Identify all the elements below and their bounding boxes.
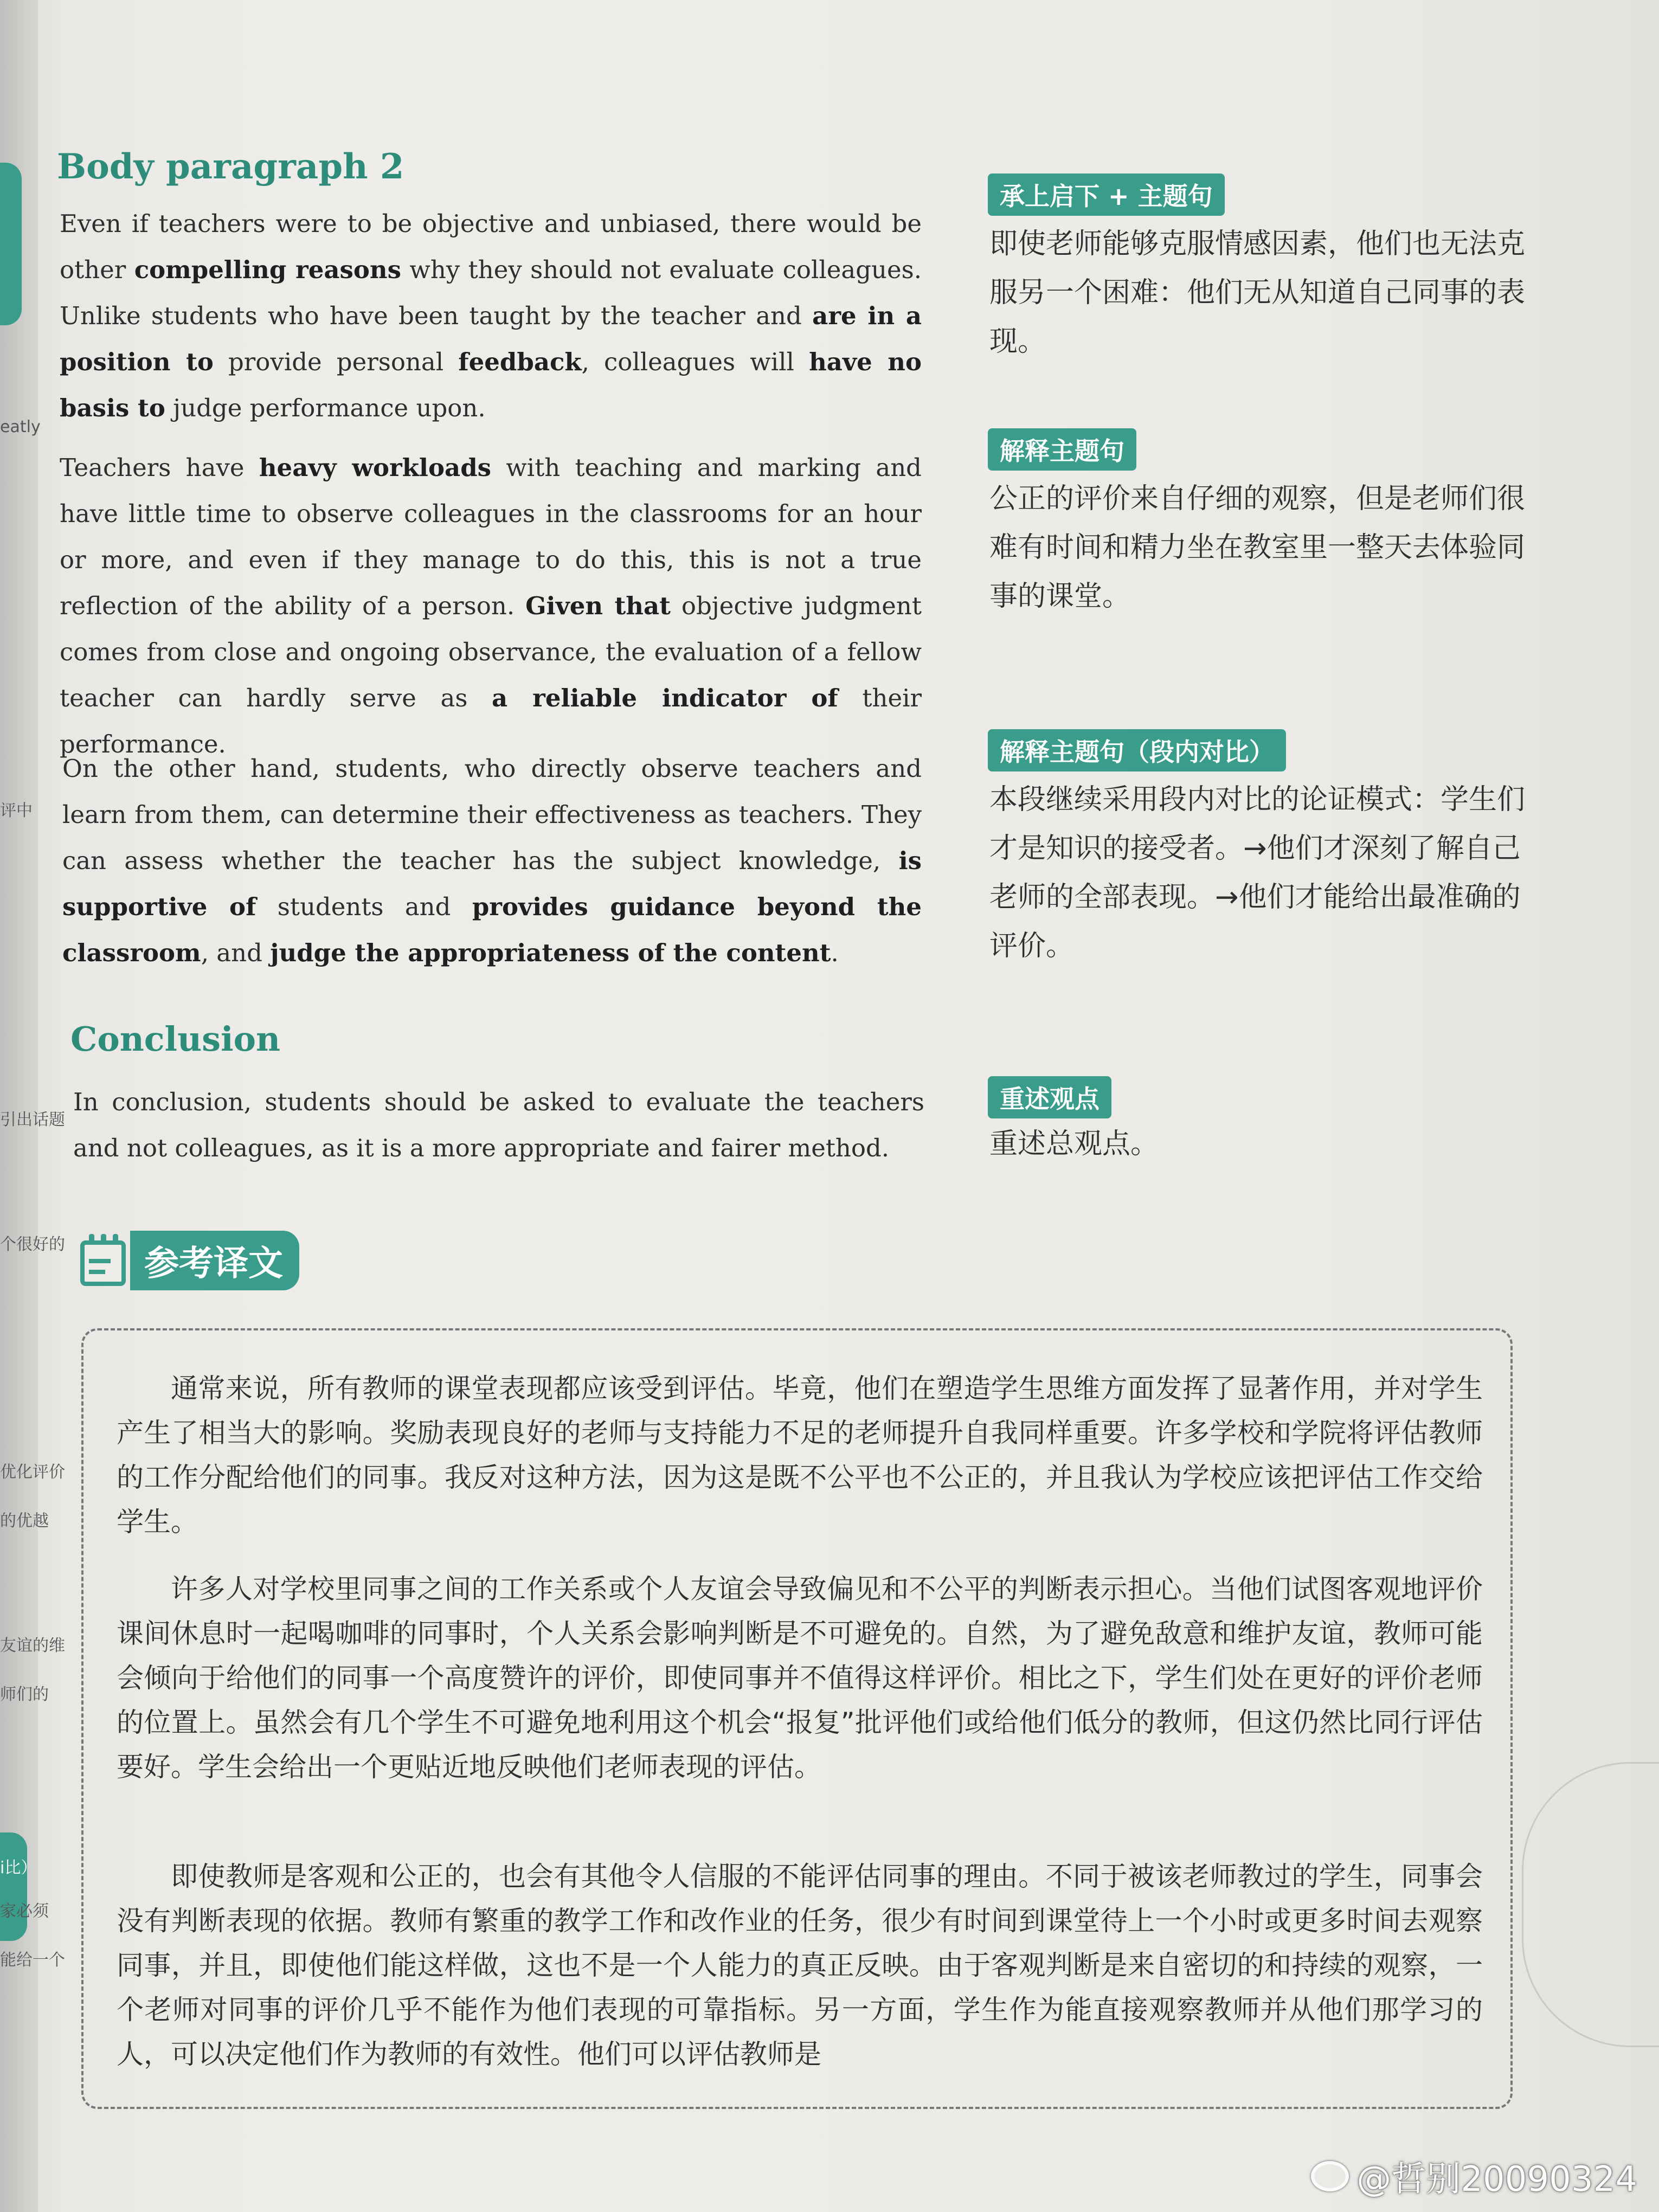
note-tag: 承上启下 + 主题句 xyxy=(988,173,1225,216)
edge-fragment: 能给一个 xyxy=(0,1951,65,1970)
note-text: 本段继续采用段内对比的论证模式：学生们才是知识的接受者。→他们才深刻了解自己老师的全部表现。→他们才能给出最准确的评价。 xyxy=(989,783,1526,962)
reference-translation-title: 参考译文 xyxy=(130,1231,299,1290)
left-page-tab-lower xyxy=(0,1832,27,1941)
note-text: 公正的评价来自仔细的观察，但是老师们很难有时间和精力坐在教室里一整天去体验同事的课堂。 xyxy=(989,483,1526,613)
conclusion-heading: Conclusion xyxy=(70,1019,281,1059)
translation-paragraph: 许多人对学校里同事之间的工作关系或个人友谊会导致偏见和不公平的判断表示担心。当他们试图客观地评价课间休息时一起喝咖啡的同事时，个人关系会影响判断是不可避免的。自然，为了避免敌意和维护友谊，教师可能会倾向于给他们的同事一个高度赞许的评价，即使同事并不值得这样评价。相比之下，学生们处在更好的评价老师的位置上。虽然会有几个学生不可避免地利用这个机会“报复”批评他们或给他们低分的教师，但这仍然比同行评估要好。学生会给出一个更贴近地反映他们老师表现的评估。 xyxy=(117,1573,1483,1783)
text-run: , and xyxy=(201,938,271,967)
text-run: On the other hand, students, who directly observe teachers and learn from them, can determine their effectiveness as teachers. They can assess whether the teacher has the subject knowledge, xyxy=(62,754,922,875)
text-run: provide personal xyxy=(213,348,459,376)
text-run: , colleagues will xyxy=(581,348,809,376)
conclusion-text: In conclusion, students should be asked to evaluate the teachers and not colleagues, as it is a more appropriate and fairer method. xyxy=(73,1088,924,1162)
edge-fragment: 友谊的维 xyxy=(0,1636,65,1655)
note-tag: 解释主题句（段内对比） xyxy=(988,729,1286,771)
left-page-tab xyxy=(0,163,22,325)
bold-phrase: is supportive of xyxy=(62,846,922,921)
bold-phrase: compelling reasons xyxy=(134,255,401,284)
calendar-icon xyxy=(76,1231,130,1290)
note-tag: 重述观点 xyxy=(988,1076,1111,1118)
edge-fragment: 个很好的 xyxy=(0,1235,65,1254)
weibo-icon xyxy=(1311,2161,1349,2191)
body-paragraph-2-p2 xyxy=(60,445,922,767)
bold-phrase: heavy workloads xyxy=(259,453,491,482)
text-run: why they should not evaluate colleagues. Unlike students who have been taught by the teacher and xyxy=(60,255,922,330)
note-text: 即使老师能够克服情感因素，他们也无法克服另一个困难：他们无从知道自己同事的表现。 xyxy=(989,228,1526,358)
text-run: their performance. xyxy=(60,684,922,758)
weibo-watermark xyxy=(1311,2151,1637,2201)
text-run: Teachers have xyxy=(60,453,259,482)
note-tag: 解释主题句 xyxy=(988,428,1136,471)
reference-translation-banner xyxy=(76,1231,299,1290)
text-run: Even if teachers were to be objective and unbiased, there would be other xyxy=(60,209,922,284)
edge-fragment: 家必须 xyxy=(0,1902,49,1921)
edge-fragment: 优化评价 xyxy=(0,1463,65,1482)
watermark-text: @哲别20090324 xyxy=(1356,2159,1637,2200)
bold-phrase: a reliable indicator of xyxy=(492,684,838,712)
edge-fragment: 的优越 xyxy=(0,1512,49,1531)
note-text: 重述总观点。 xyxy=(989,1128,1159,1160)
bold-phrase: have no basis to xyxy=(60,348,922,422)
translation-paragraph: 即使教师是客观和公正的，也会有其他令人信服的不能评估同事的理由。不同于被该老师教过的学生，同事会没有判断表现的依据。教师有繁重的教学工作和改作业的任务，很少有时间到课堂待上一个小时或更多时间去观察同事，并且，即使他们能这样做，这也不是一个人能力的真正反映。由于客观判断是来自密切的和持续的观察，一个老师对同事的评价几乎不能作为他们表现的可靠指标。另一方面，学生作为能直接观察教师并从他们那学习的人，可以决定他们作为教师的有效性。他们可以评估教师是 xyxy=(117,1861,1483,2070)
bold-phrase: judge the appropriateness of the content xyxy=(270,938,831,967)
bold-phrase: feedback xyxy=(458,348,582,376)
text-run: judge performance upon. xyxy=(165,394,486,422)
edge-fragment: i比） xyxy=(0,1859,37,1877)
body-paragraph-2-heading: Body paragraph 2 xyxy=(57,146,404,187)
edge-fragment: 评中 xyxy=(0,801,33,820)
text-run: . xyxy=(831,938,839,967)
bold-phrase: Given that xyxy=(525,591,671,620)
body-paragraph-2-p3 xyxy=(62,745,922,976)
text-run: with teaching and marking and have little time to observe colleagues in the classrooms for an hour or more, and even if they manage to do this, this is not a true reflection of the ability of a person. xyxy=(60,453,922,620)
text-run: objective judgment comes from close and ongoing observance, the evaluation of a fellow teacher can hardly serve as xyxy=(60,591,922,712)
text-run: students and xyxy=(256,892,472,921)
translation-paragraph: 通常来说，所有教师的课堂表现都应该受到评估。毕竟，他们在塑造学生思维方面发挥了显著作用，并对学生产生了相当大的影响。奖励表现良好的老师与支持能力不足的老师提升自我同样重要。许多学校和学院将评估教师的工作分配给他们的同事。我反对这种方法，因为这是既不公平也不公正的，并且我认为学校应该把评估工作交给学生。 xyxy=(117,1373,1483,1538)
bold-phrase: provides guidance beyond the classroom xyxy=(62,892,922,967)
body-paragraph-2-p1 xyxy=(60,201,922,431)
edge-fragment: 引出话题 xyxy=(0,1110,65,1129)
bold-phrase: are in a position to xyxy=(60,301,922,376)
edge-fragment: eatly xyxy=(0,417,41,436)
edge-fragment: 师们的 xyxy=(0,1685,49,1704)
